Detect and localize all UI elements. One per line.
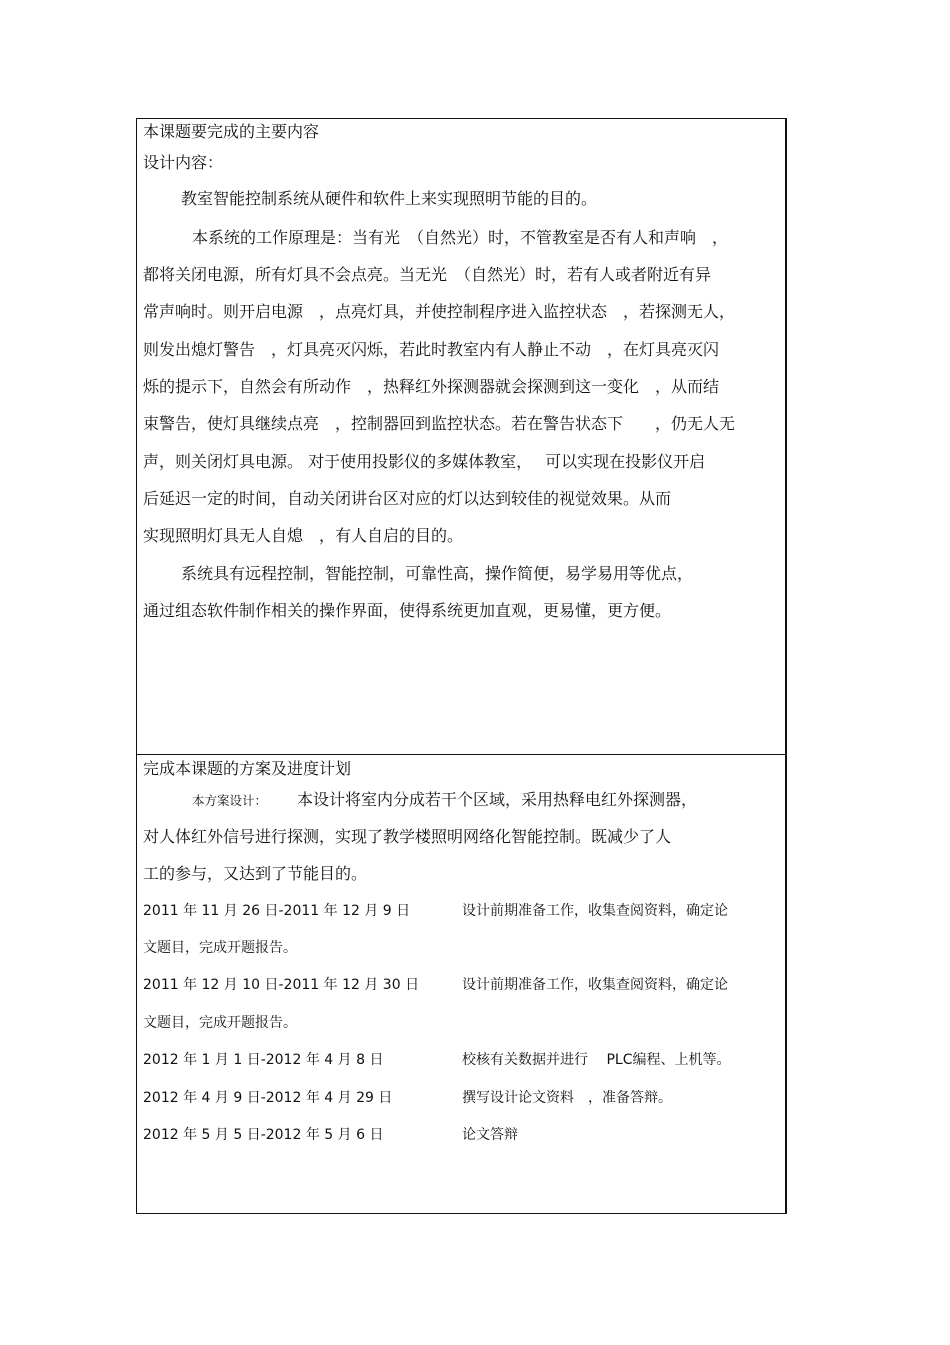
schedule-task-continued: 文题目，完成开题报告。 [143, 1015, 297, 1031]
schedule-period: 2011 年 12 月 10 日-2011 年 12 月 30 日 [143, 977, 420, 993]
schedule-period: 2012 年 1 月 1 日-2012 年 4 月 8 日 [143, 1052, 384, 1068]
schedule-task: 设计前期准备工作，收集查阅资料，确定论 [462, 903, 728, 919]
paragraph-line: 教室智能控制系统从硬件和软件上来实现照明节能的目的。 [181, 189, 598, 208]
plan-line: 工的参与，又达到了节能目的。 [143, 864, 368, 883]
section1-subheading: 设计内容： [143, 153, 224, 172]
paragraph-line: 常声响时。则开启电源 ，点亮灯具，并使控制程序进入监控状态 ，若探测无人， [143, 302, 736, 321]
section1-heading: 本课题要完成的主要内容 [143, 122, 320, 141]
paragraph-line: 烁的提示下，自然会有所动作 ，热释红外探测器就会探测到这一变化 ，从而结 [143, 377, 720, 396]
plan-line: 本设计将室内分成若干个区域，采用热释电红外探测器， [297, 790, 698, 809]
schedule-task: 论文答辩 [462, 1127, 518, 1143]
paragraph-line: 束警告，使灯具继续点亮 ，控制器回到监控状态。若在警告状态下 ，仍无人无 [143, 414, 736, 433]
schedule-period: 2011 年 11 月 26 日-2011 年 12 月 9 日 [143, 903, 411, 919]
schedule-period: 2012 年 5 月 5 日-2012 年 5 月 6 日 [143, 1127, 384, 1143]
schedule-task: 撰写设计论文资料 ，准备答辩。 [462, 1090, 672, 1106]
paragraph-line: 本系统的工作原理是：当有光 （自然光）时，不管教室是否有人和声响 ， [192, 228, 729, 247]
schedule-task: 校核有关数据并进行 PLC编程、上机等。 [462, 1052, 731, 1068]
schedule-task-continued: 文题目，完成开题报告。 [143, 940, 297, 956]
plan-label: 本方案设计： [192, 793, 268, 808]
paragraph-line: 声，则关闭灯具电源。 对于使用投影仪的多媒体教室， 可以实现在投影仪开启 [143, 452, 706, 471]
paragraph-line: 都将关闭电源，所有灯具不会点亮。当无光 （自然光）时，若有人或者附近有异 [143, 265, 712, 284]
paragraph-line: 通过组态软件制作相关的操作界面，使得系统更加直观，更易懂，更方便。 [143, 601, 672, 620]
paragraph-line: 则发出熄灯警告 ，灯具亮灭闪烁，若此时教室内有人静止不动 ，在灯具亮灭闪 [143, 340, 720, 359]
paragraph-line: 系统具有远程控制，智能控制，可靠性高，操作简便，易学易用等优点， [181, 564, 694, 583]
schedule-period: 2012 年 4 月 9 日-2012 年 4 月 29 日 [143, 1090, 393, 1106]
section2-heading: 完成本课题的方案及进度计划 [143, 759, 352, 778]
paragraph-line: 实现照明灯具无人自熄 ，有人自启的目的。 [143, 526, 464, 545]
paragraph-line: 后延迟一定的时间，自动关闭讲台区对应的灯以达到较佳的视觉效果。从而 [143, 489, 672, 508]
schedule-task: 设计前期准备工作，收集查阅资料，确定论 [462, 977, 728, 993]
section-divider [136, 754, 787, 755]
plan-line: 对人体红外信号进行探测，实现了教学楼照明网络化智能控制。既减少了人 [143, 827, 672, 846]
